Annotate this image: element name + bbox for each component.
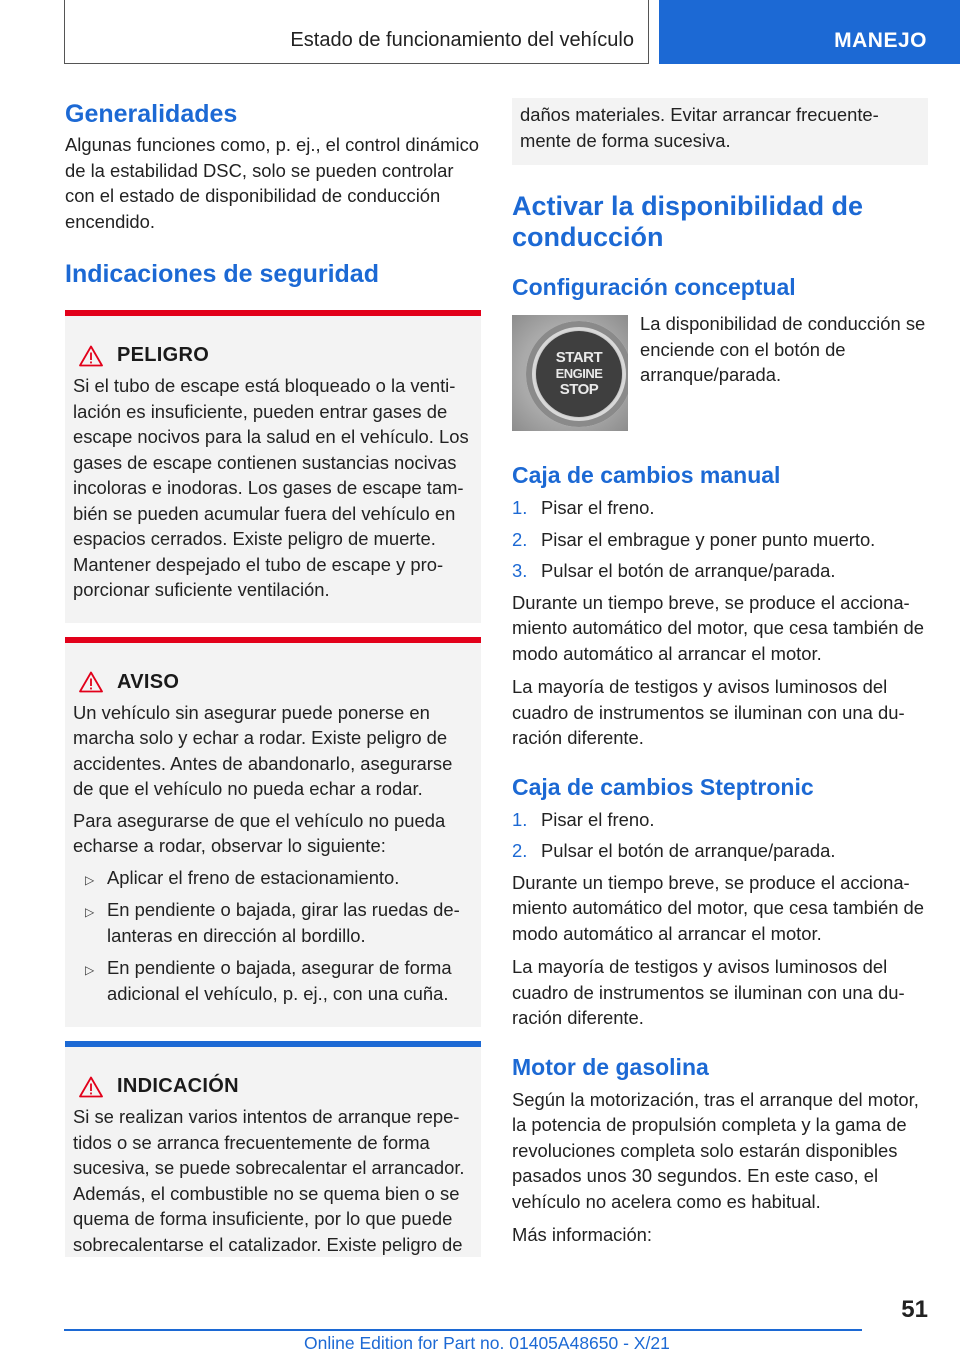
heading-configuracion: Configuración conceptual: [512, 274, 796, 300]
notice-text: Para asegurarse de que el vehículo no pueda echarse a rodar, observar lo siguiente:: [73, 809, 446, 856]
notice-text: Un vehículo sin asegurar puede ponerse en marcha solo y echar a rodar. Existe peligro de accidentes. Antes de abandonarlo, asegurarse de que el vehículo no pueda echar a rodar.: [73, 701, 453, 799]
steps-manual: [512, 495, 928, 584]
notice-label: PELIGRO: [117, 344, 210, 366]
notice-text: Si el tubo de escape está bloqueado o la ventilación es insuficiente, pueden entrar gases de escape nocivos para la salud en el vehículo. Los gases de escape contienen sustancias nocivas incoloras e inodoras. Los gases de escape también se pueden acumular fuera del vehículo en espacios cerrados. Existe peligro de muerte. Mantener despejado el tubo de escape y proporcionar suficiente ventilación.: [73, 375, 469, 600]
notice-peligro: [65, 310, 481, 623]
gasolina-text-1: Según la motorización, tras el arranque del motor, la potencia de propulsión completa y la gama de revoluciones completa solo estarán disponibles pasados unos 30 segundos. En este caso, el vehículo no acelera como es habitual.: [512, 1088, 919, 1212]
steptronic-text-1: Durante un tiempo breve, se produce el accionamiento automático del motor, que cesa también de modo automático al arrancar el motor.: [512, 871, 924, 944]
config-text: La disponibilidad de conducción se enciende con el botón de arranque/parada.: [640, 313, 926, 385]
notice-continuation: [512, 98, 928, 165]
list-item: 1. Pisar el freno.: [512, 497, 655, 518]
steps-steptronic: [512, 807, 928, 864]
start-stop-button-image: START ENGINE STOP: [512, 315, 628, 431]
list-item: 2. Pisar el embrague y poner punto muerto.: [512, 528, 876, 550]
gasolina-text-2: Más información:: [512, 1224, 653, 1245]
manual-text-1: Durante un tiempo breve, se produce el accionamiento automático del motor, que cesa también de modo automático al arrancar el motor.: [512, 591, 924, 664]
notice-text: Si se realizan varios intentos de arranque repetidos o se arranca frecuentemente de forma sucesiva, se puede sobrecalentar el arrancador. Además, el combustible no se quema bien o se quema de forma insuficiente, por lo que puede sobrecalentarse el catalizador. Existe peligro de: [73, 1106, 465, 1255]
chapter-tab[interactable]: [659, 0, 960, 64]
footer-divider: [64, 1329, 862, 1331]
warning-triangle-icon: [79, 671, 103, 693]
chapter-tab-label: MANEJO: [834, 29, 927, 52]
heading-gasolina: Motor de gasolina: [512, 1053, 709, 1080]
notice-label: INDICACIÓN: [117, 1075, 239, 1097]
heading-generalidades: Generalidades: [65, 100, 238, 128]
list-item: ▷ En pendiente o bajada, girar las ruedas delanteras en dirección al bordillo.: [85, 899, 460, 946]
notice-label: AVISO: [117, 670, 180, 693]
notice-text: daños materiales. Evitar arrancar frecuentemente de forma sucesiva.: [520, 104, 879, 151]
warning-triangle-icon: [79, 1076, 103, 1098]
generalidades-text: Algunas funciones como, p. ej., el control dinámico de la estabilidad DSC, solo se pueden controlar con el estado de disponibilidad de conducción encendido.: [65, 134, 480, 232]
warning-triangle-icon: [79, 345, 103, 367]
list-item: ▷ Aplicar el freno de estacionamiento.: [85, 865, 474, 891]
list-item: 2. Pulsar el botón de arranque/parada.: [512, 840, 836, 861]
notice-indicacion: [65, 1041, 481, 1257]
heading-activar: Activar la disponibilidad de conducción: [512, 191, 864, 252]
list-item: 1. Pisar el freno.: [512, 808, 655, 830]
triangle-bullet-icon: ▷: [85, 905, 95, 919]
start-button-figure: [512, 311, 928, 431]
list-item: ▷ En pendiente o bajada, asegurar de forma adicional el vehículo, p. ej., con una cuña.: [85, 957, 452, 1004]
page-number: 51: [901, 1296, 928, 1323]
steptronic-text-2: La mayoría de testigos y avisos luminosos del cuadro de instrumentos se iluminan con una duración diferente.: [512, 956, 905, 1028]
section-title: Estado de funcionamiento del vehículo: [290, 29, 634, 51]
triangle-bullet-icon: ▷: [85, 963, 95, 977]
heading-seguridad: Indicaciones de seguridad: [65, 260, 379, 288]
list-item: 3. Pulsar el botón de arranque/parada.: [512, 560, 836, 581]
right-column: [512, 100, 928, 1256]
header-section-box: [64, 0, 649, 64]
heading-steptronic: Caja de cambios Steptronic: [512, 773, 814, 800]
footer-edition: Online Edition for Part no. 01405A48650 - X/21: [304, 1333, 670, 1353]
left-column: [65, 100, 481, 1271]
heading-manual: Caja de cambios manual: [512, 462, 781, 488]
manual-text-2: La mayoría de testigos y avisos luminosos del cuadro de instrumentos se iluminan con una duración diferente.: [512, 676, 905, 748]
bullet-list: [73, 865, 474, 1007]
notice-aviso: [65, 637, 481, 1028]
triangle-bullet-icon: ▷: [85, 872, 95, 887]
